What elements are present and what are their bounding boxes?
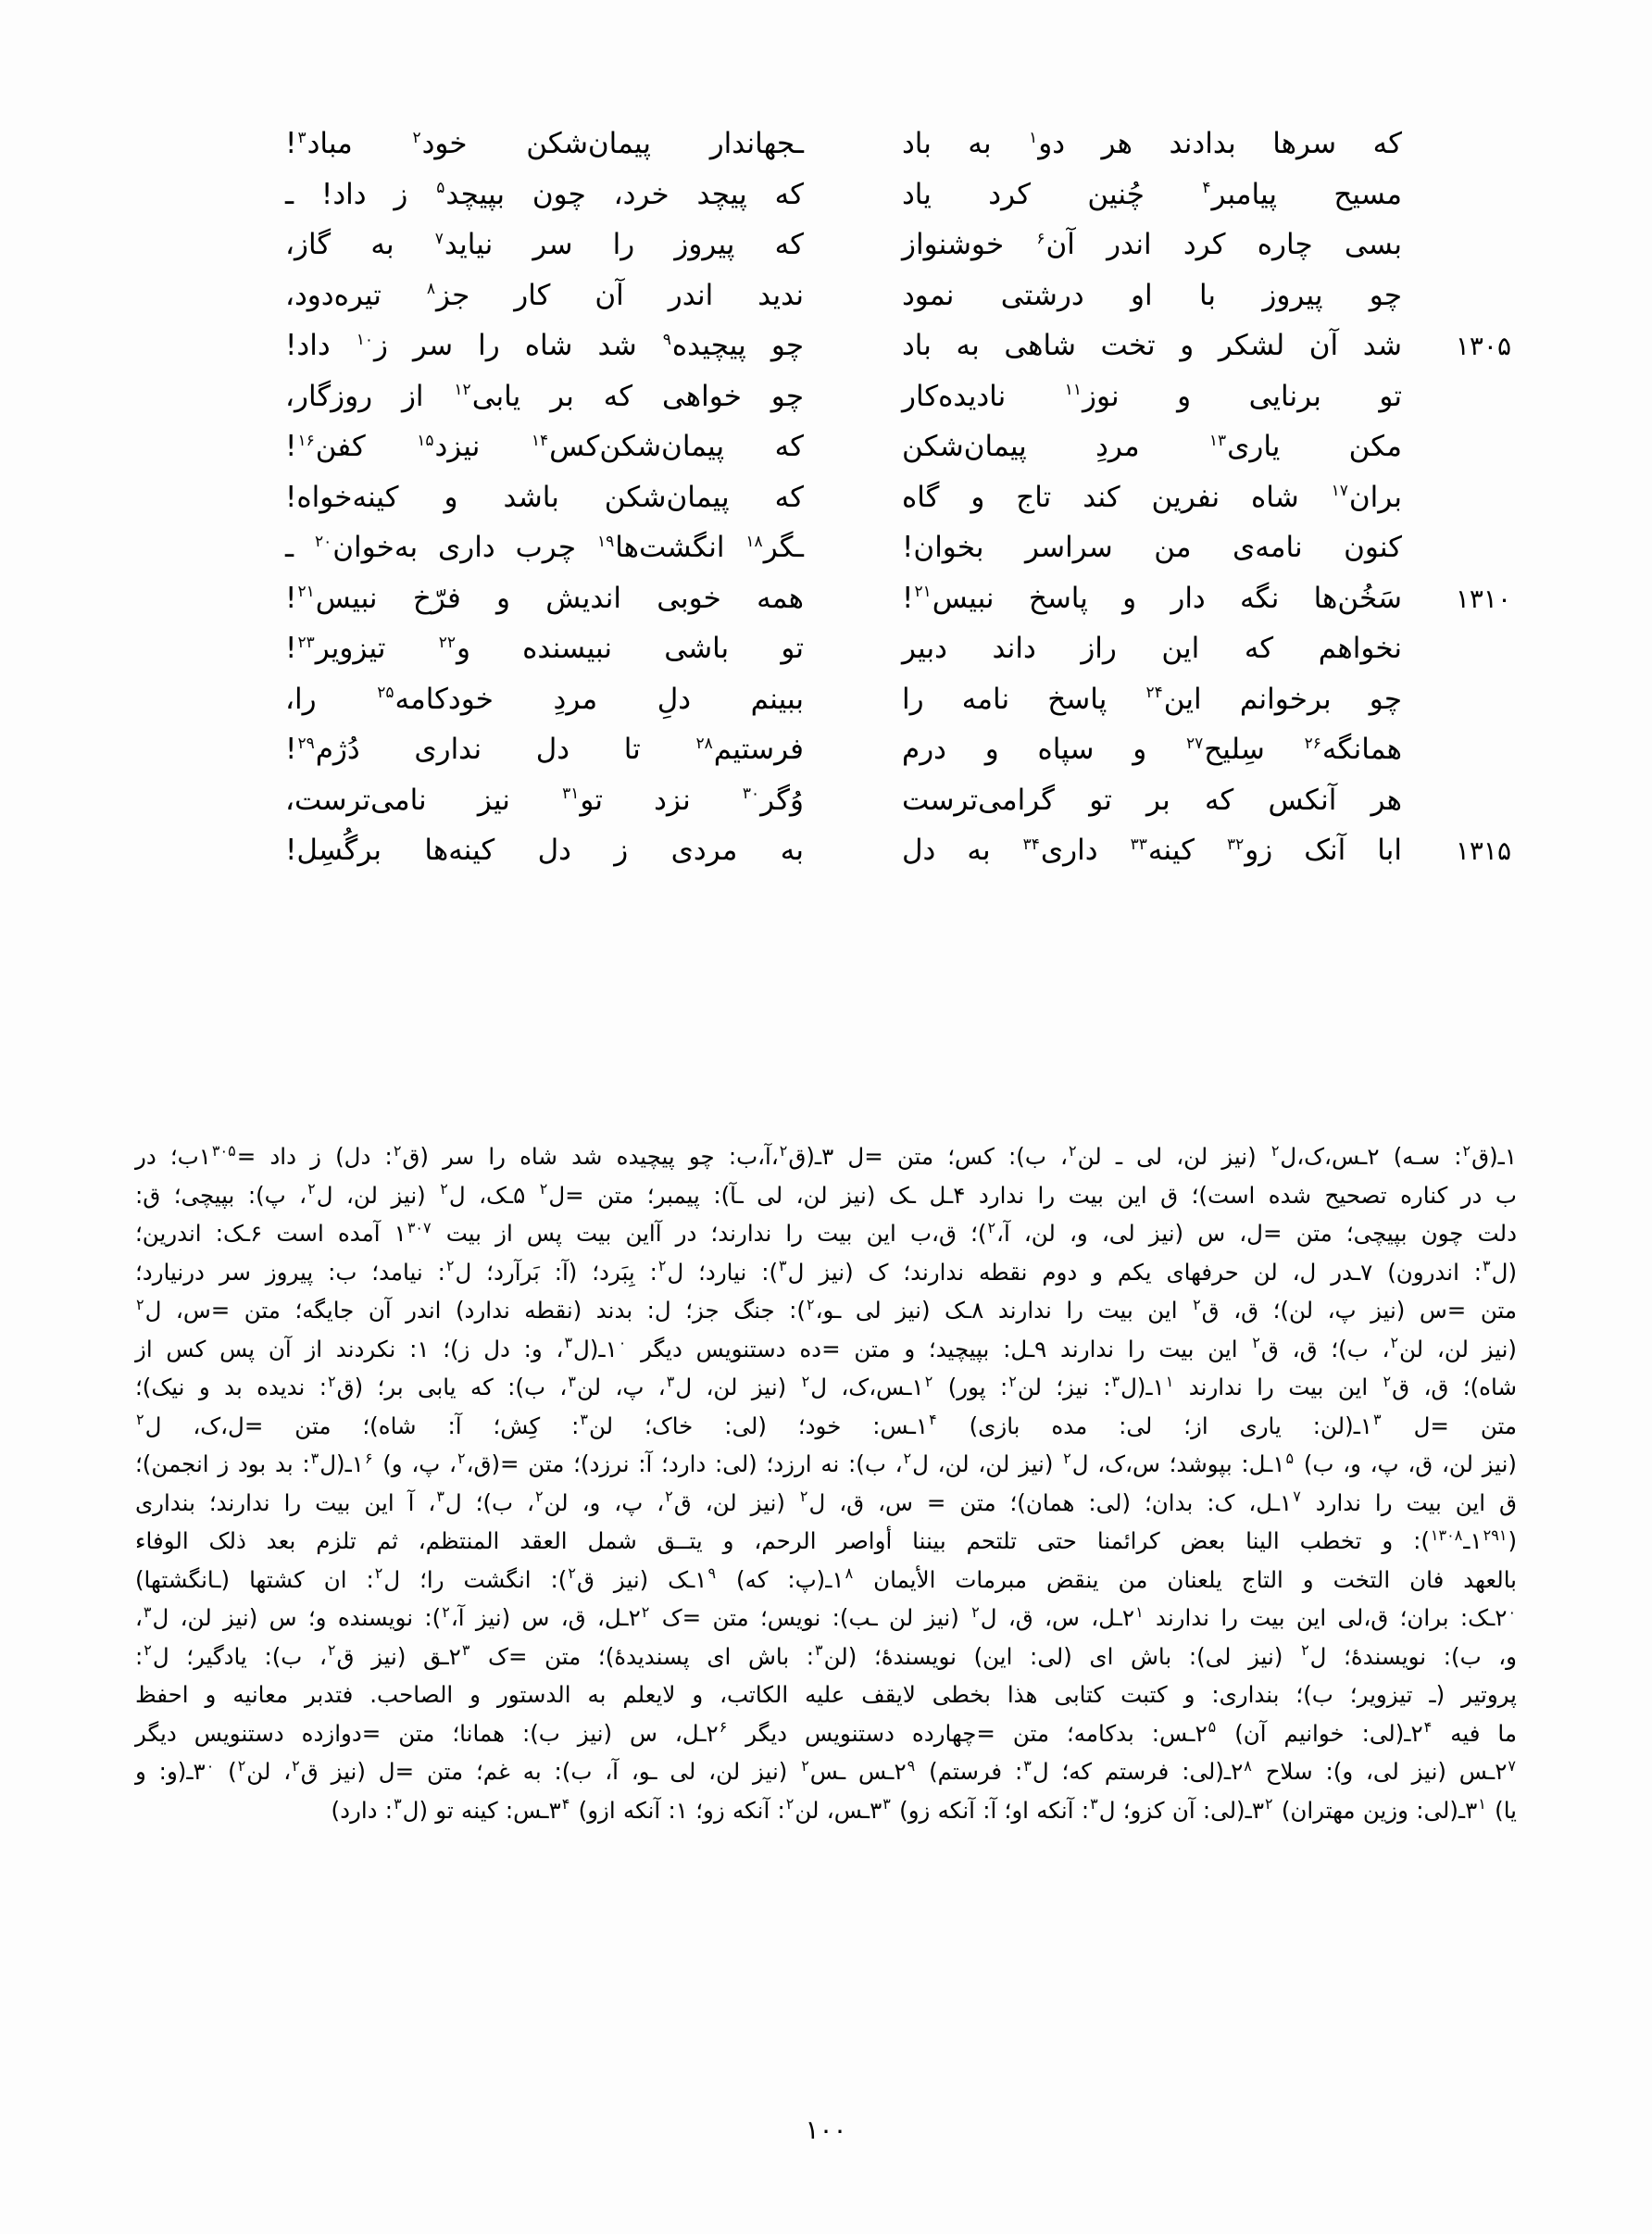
- verse-line: [141, 169, 1511, 220]
- verse-number: ۱۳۱۰: [1455, 583, 1511, 614]
- apparatus-line: (نیز لن، ق، پ، و، ب) ۱$^۵$ـل: بپوشد؛ س،ک، ل$^۲$ (نیز لن، لن، ل$^۲$، ب): نه ارزد؛ (لی: دارد؛ آ: نرزد)؛ متن =(ق،$^۲$، پ، و) ۱$^۶$ـ(ل$^۳$: بد بود ز انجمن)؛: [135, 1449, 1517, 1477]
- critical-apparatus: [135, 1137, 1517, 1829]
- apparatus-line: ما فیه ۲$^۴$ـ(لی: خوانیم آن) ۲$^۵$ـس: بدکامه؛ متن =چهارده دستنویس دیگر ۲$^۶$ـل، س (نیز ب): همانا؛ متن =دوازده دستنویس دیگر: [135, 1718, 1518, 1747]
- hemistich-second: تو باشی نبیسنده و$^{۲۲}$ تیزویر$^{۲۳}$!: [285, 632, 804, 665]
- hemistich-second: چو خواهی که بر یابی$^{۱۲}$ از روزگار،: [285, 379, 804, 413]
- hemistich-first: هر آنکس که بر تو گرامی‌ترست: [902, 783, 1402, 817]
- apparatus-line: ۲$^۷$ـس (نیز لی، و): سلاح ۲$^۸$ـ(لی: فرستم که؛ ل$^۳$: فرستم) ۲$^۹$ـس ـس$^۲$ (نیز لن، لی ـو، آ، ب): به غم؛ متن =ل (نیز ق$^۲$، لن$^۲$) ۳$^۰$ـ(و: و: [135, 1756, 1516, 1785]
- hemistich-first: نخواهم که این راز داند دبیر: [902, 632, 1402, 665]
- verse-line: [141, 623, 1511, 674]
- apparatus-line: ق این بیت را ندارد ۱$^۷$ـل، ک: بدان؛ (لی: همان)؛ متن = س، ق، ل$^۲$ (نیز لن، ق$^۲$، پ، و، لن$^۲$، ب)؛ ل$^۳$، آ این بیت را ندارند؛ بنداری: [135, 1487, 1517, 1516]
- apparatus-line: یا) ۳$^۱$ـ(لی: وزین مهتران) ۳$^۲$ـ(لی: آن کزو؛ ل$^۳$: آنکه او؛ آ: آنکه زو) ۳$^۳$ـس، لن$^۲$: آنکه زو؛ ۱: آنکه ازو) ۳$^۴$ـس: کینه تو (ل$^۳$: دارد): [331, 1795, 1517, 1824]
- verse-line: [141, 775, 1511, 826]
- hemistich-first: مسیح پیامبر$^۴$ چُنین کرد یاد: [902, 177, 1402, 211]
- verse-line: [141, 371, 1511, 422]
- apparatus-line: (نیز لن، لن$^۲$، ب)؛ ق، ق$^۲$ این بیت را ندارند ۹ـل: بپیچید؛ و متن =ده دستنویس دیگر ۱$^۰$ـ(ل$^۳$، و: دل ز)؛ ۱: نکردند از آن پس کس از: [135, 1334, 1517, 1362]
- hemistich-second: که پیروز را سر نیاید$^۷$ به گاز،: [285, 228, 804, 261]
- apparatus-line: (۱$^{۲۹۱}$ـ$^{۱۳۰۸}$): و تخطب الینا بعض کرائمنا حتی تلتحم بیننا أواصر الرحم، و یتــق شمل العقد المنتظم، ثم تلزم بعد ذلک الوفاء: [135, 1525, 1517, 1554]
- apparatus-line: متن =ل ۱$^۳$ـ(لن: یاری از؛ لی: مده بازی) ۱$^۴$ـس: خود؛ (لی: خاک؛ لن$^۳$: کِش؛ آ: شاه)؛ متن =ل،ک، ل$^۲$: [136, 1411, 1517, 1439]
- hemistich-first: چو برخوانم این$^{۲۴}$ پاسخ نامه را: [902, 682, 1402, 716]
- hemistich-first: بسی چاره کرد اندر آن$^۶$ خوشنواز: [902, 228, 1402, 261]
- apparatus-line: ب در کناره تصحیح شده است)؛ ق این بیت را ندارد ۴ـل ـک (نیز لن، لی ـآ): پیمبر؛ متن =ل$^۲$ ۵ـک، ل$^۲$ (نیز لن، ل$^۲$، پ): بپیچی؛ ق:: [135, 1180, 1518, 1209]
- hemistich-second: ندید اندر آن کار جز$^۸$ تیره‌دود،: [285, 278, 804, 312]
- verse-line: [141, 724, 1511, 775]
- verse-block: [141, 119, 1511, 876]
- hemistich-second: چو پیچیده$^۹$ شد شاه را سر ز$^{۱۰}$ داد!: [285, 329, 804, 362]
- apparatus-line: ۲$^۰$ـک: بران؛ ق،لی این بیت را ندارند ۲$^۱$ـل، س، ق، ل$^۲$ (نیز لن ـب): نویس؛ متن =ک ۲$^۲$ـل، ق، س (نیز آ،$^۲$): نویسنده و؛ س (نیز لن، ل$^۳$،: [135, 1602, 1517, 1631]
- apparatus-line: و، ب): نویسندهٔ؛ ل$^۲$ (نیز لی): باش ای (لی: این) نویسندهٔ؛ (لن$^۳$: باش ای پسندیدهٔ)؛ متن =ک ۲$^۳$ـق (نیز ق$^۲$، ب): یادگیر؛ ل$^۲$:: [135, 1641, 1518, 1670]
- hemistich-second: ـگر$^{۱۸}$ انگشت‌ها$^{۱۹}$ چرب داری به‌خوان$^{۲۰}$ ـ: [285, 531, 804, 564]
- hemistich-first: مکن یاری$^{۱۳}$ مردِ پیمان‌شکن: [902, 430, 1402, 463]
- hemistich-first: همانگه$^{۲۶}$ سِلیح$^{۲۷}$ و سپاه و درم: [902, 733, 1402, 766]
- apparatus-line: (ل$^۳$: اندرون) ۷ـدر ل، لن حرفهای یکم و دوم نقطه ندارند؛ ک (نیز ل$^۳$): نیارد؛ ل$^۲$: بِبَرد؛ (آ: بَرآرد؛ ل$^۲$: نیامد؛ ب: پیروز سر درنیارد؛: [135, 1257, 1517, 1286]
- hemistich-first: تو برنایی و نوز$^{۱۱}$ نادیده‌کار: [902, 379, 1402, 413]
- hemistich-second: ـجهاندار پیمان‌شکن خود$^۲$ مباد$^۳$!: [285, 127, 804, 160]
- hemistich-second: به مردی ز دل کینه‌ها برگُسِل!: [285, 834, 804, 867]
- verse-number: ۱۳۱۵: [1455, 835, 1511, 866]
- verse-line: [141, 472, 1511, 523]
- verse-line: [141, 421, 1511, 472]
- hemistich-second: وُگر$^{۳۰}$ نزد تو$^{۳۱}$ نیز نامی‌ترست،: [285, 783, 804, 817]
- apparatus-line: متن =س (نیز پ، لن)؛ ق، ق$^۲$ این بیت را ندارند ۸ـک (نیز لی ـو،$^۲$): جنگ جز؛ ل: بدند (نقطه ندارد) اندر آن جایگه؛ متن =س، ل$^۲$: [136, 1295, 1517, 1324]
- hemistich-second: ببینم دلِ مردِ خودکامه$^{۲۵}$ را،: [285, 682, 804, 716]
- hemistich-first: شد آن لشکر و تخت شاهی به باد: [902, 329, 1402, 362]
- hemistich-first: كه سرها بدادند هر دو$^۱$ به باد: [902, 127, 1402, 160]
- hemistich-second: که پیچد خرد، چون بپیچد$^۵$ ز داد! ـ: [285, 177, 804, 211]
- verse-line: [141, 320, 1511, 371]
- verse-line: [141, 825, 1511, 876]
- apparatus-line: شاه)؛ ق، ق$^۲$ این بیت را ندارند ۱$^۱$ـ(ل$^۳$: نیز؛ لن$^۲$: پور) ۱$^۲$ـس،ک، ل$^۲$ (نیز لن، ل$^۳$، پ، لن$^۳$، ب): که یابی بر؛ (ق$^۲$: ندیده بد و نیک)؛: [135, 1372, 1517, 1400]
- verse-line: [141, 270, 1511, 321]
- verse-line: [141, 674, 1511, 725]
- verse-number: ۱۳۰۵: [1455, 331, 1511, 361]
- hemistich-second: که پیمان‌شکن باشد و کینه‌خواه!: [285, 480, 804, 514]
- verse-line: [141, 220, 1511, 270]
- apparatus-line: دلت چون بپیچی؛ متن =ل، س (نیز لی، و، لن، آ،$^۲$)؛ ق،ب این بیت را ندارند؛ در آاین بیت پس از بیت ۱$^{۳۰۷}$ آمده است ۶ـک: اندرین؛: [135, 1218, 1517, 1247]
- hemistich-first: چو پیروز با او درشتی نمود: [902, 278, 1402, 312]
- folio-page-number: ۱۰۰: [805, 2115, 847, 2145]
- hemistich-second: که پیمان‌شکن‌کس$^{۱۴}$ نیزد$^{۱۵}$ کفن$^{۱۶}$!: [285, 430, 804, 463]
- verse-line: [141, 522, 1511, 573]
- apparatus-line: بالعهد فان التخت و التاج یلعنان من ینقض مبرمات الأیمان ۱$^۸$ـ(پ: که) ۱$^۹$ـک (نیز ق$^۲$): انگشت را؛ ل$^۲$: ان کشتها (ـانگشتها): [135, 1564, 1517, 1593]
- hemistich-first: ابا آنک زو$^{۳۲}$ کینه$^{۳۳}$ داری$^{۳۴}$ به دل: [902, 834, 1402, 867]
- apparatus-line: پروتیر (ـ تیزویر؛ ب)؛ بنداری: و کتبت کتابی هذا بخطی لایقف علیه الکاتب، و لایعلم به الدستور و الصاحب. فتدبر معانیه و احفظ: [135, 1681, 1517, 1708]
- apparatus-line: ۱ـ(ق$^۲$: سـه) ۲ـس،ک،ل$^۲$ (نیز لن، لی ـ لن$^۲$، ب): کس؛ متن =ل ۳ـ(ق$^۲$،آ،ب: چو پیچیده شد شاه را سر (ق$^۲$: دل) ز داد =۱$^{۳۰۵}$ب؛ در: [135, 1141, 1518, 1170]
- hemistich-first: سَخُن‌ها نگه دار و پاسخ نبیس$^{۲۱}$!: [902, 581, 1402, 615]
- verse-line: [141, 573, 1511, 624]
- hemistich-first: بران$^{۱۷}$ شاه نفرین کند تاج و گاه: [902, 480, 1402, 514]
- hemistich-first: کنون نامه‌ی من سراسر بخوان!: [902, 531, 1402, 564]
- hemistich-second: فرستیم$^{۲۸}$ تا دل نداری دُژم$^{۲۹}$!: [285, 733, 804, 766]
- verse-line: [141, 119, 1511, 169]
- hemistich-second: همه خوبی اندیش و فرّخ نبیس$^{۲۱}$!: [285, 581, 804, 615]
